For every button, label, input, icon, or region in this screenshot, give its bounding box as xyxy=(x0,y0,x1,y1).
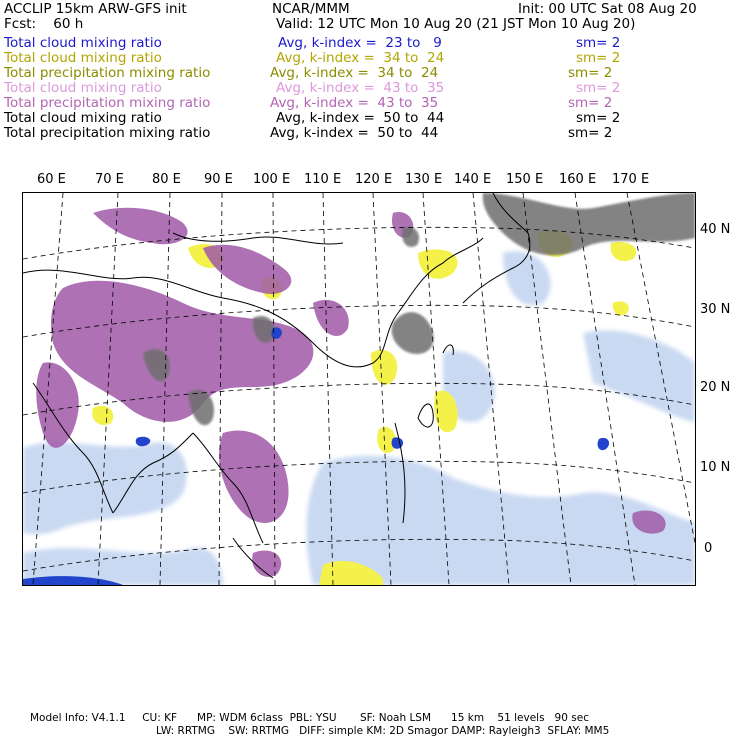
field-name: Total cloud mixing ratio xyxy=(4,110,162,126)
lat-label: 20 N xyxy=(700,380,731,395)
model-info-line1: Model Info: V4.1.1 CU: KF MP: WDM 6class PBL: YSU SF: Noah LSM 15 km 51 levels 90 sec xyxy=(30,712,589,724)
lat-label: 40 N xyxy=(700,222,731,237)
map-panel xyxy=(22,192,696,586)
forecast-hour: Fcst: 60 h xyxy=(4,16,84,32)
field-sm: sm= 2 xyxy=(568,125,613,141)
lon-label: 90 E xyxy=(204,172,233,187)
field-avg: Avg, k-index = 43 to 35 xyxy=(276,80,445,96)
field-sm: sm= 2 xyxy=(576,110,621,126)
field-sm: sm= 2 xyxy=(568,65,613,81)
init-time: Init: 00 UTC Sat 08 Aug 20 xyxy=(518,1,697,17)
gray-cloud-field xyxy=(143,193,695,425)
lon-label: 160 E xyxy=(559,172,597,187)
field-name: Total precipitation mixing ratio xyxy=(4,65,211,81)
lon-label: 170 E xyxy=(612,172,650,187)
field-sm: sm= 2 xyxy=(568,95,613,111)
lon-label: 100 E xyxy=(253,172,291,187)
field-avg: Avg, k-index = 50 to 44 xyxy=(276,110,445,126)
field-name: Total cloud mixing ratio xyxy=(4,80,162,96)
field-name: Total cloud mixing ratio xyxy=(4,50,162,66)
field-name: Total precipitation mixing ratio xyxy=(4,125,211,141)
field-name: Total cloud mixing ratio xyxy=(4,35,162,51)
field-avg: Avg, k-index = 34 to 24 xyxy=(270,65,439,81)
map-canvas xyxy=(23,193,695,585)
center-label: NCAR/MMM xyxy=(272,1,350,17)
lat-label: 30 N xyxy=(700,302,731,317)
lon-label: 70 E xyxy=(95,172,124,187)
lat-label: 10 N xyxy=(700,460,731,475)
field-sm: sm= 2 xyxy=(576,50,621,66)
lon-label: 140 E xyxy=(454,172,492,187)
lon-label: 80 E xyxy=(152,172,181,187)
field-avg: Avg, k-index = 23 to 9 xyxy=(278,35,442,51)
model-info-line2: LW: RRTMG SW: RRTMG DIFF: simple KM: 2D Smagor DAMP: Rayleigh3 SFLAY: MM5 xyxy=(156,725,610,737)
lon-label: 110 E xyxy=(304,172,342,187)
plot-title: ACCLIP 15km ARW-GFS init xyxy=(4,1,187,17)
field-sm: sm= 2 xyxy=(576,35,621,51)
field-avg: Avg, k-index = 43 to 35 xyxy=(270,95,439,111)
field-avg: Avg, k-index = 34 to 24 xyxy=(276,50,445,66)
lon-label: 130 E xyxy=(405,172,443,187)
field-name: Total precipitation mixing ratio xyxy=(4,95,211,111)
field-sm: sm= 2 xyxy=(576,80,621,96)
lon-label: 60 E xyxy=(37,172,66,187)
field-avg: Avg, k-index = 50 to 44 xyxy=(270,125,439,141)
lat-label: 0 xyxy=(704,541,713,556)
valid-time: Valid: 12 UTC Mon 10 Aug 20 (21 JST Mon 10 Aug 20) xyxy=(276,16,636,32)
lon-label: 150 E xyxy=(506,172,544,187)
lon-label: 120 E xyxy=(355,172,393,187)
